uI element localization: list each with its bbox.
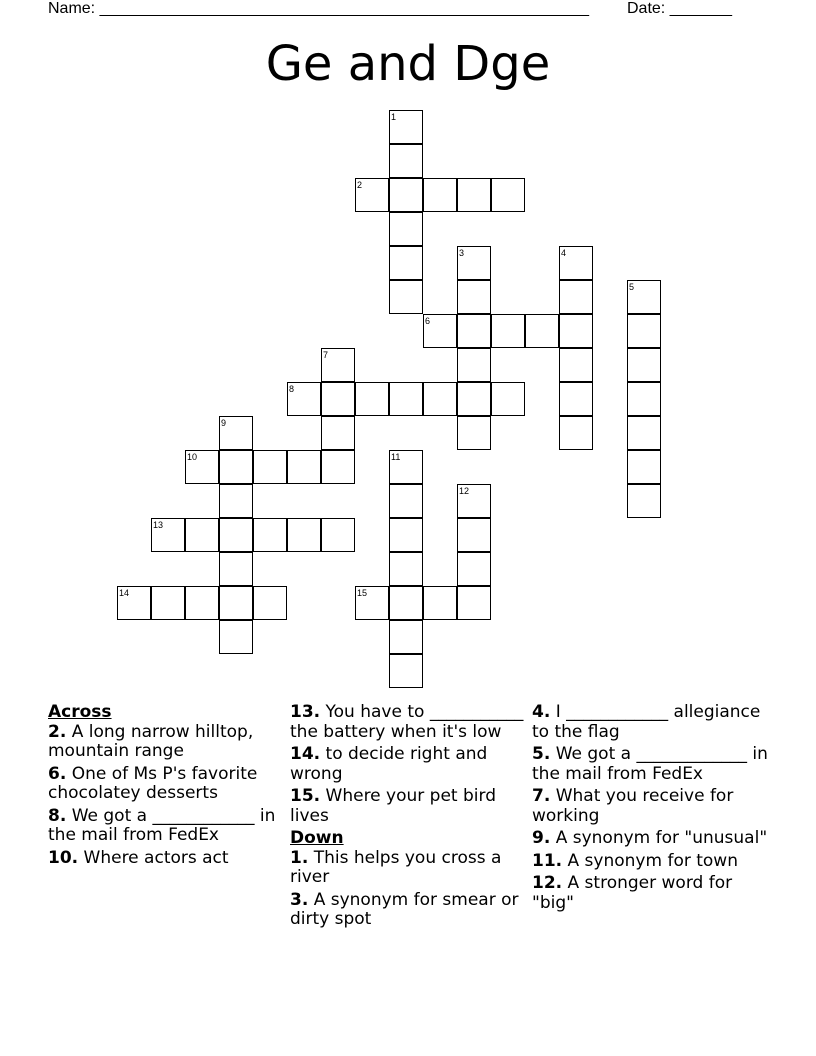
crossword-cell[interactable] [627,382,661,416]
clue-text: Where your pet bird lives [290,786,496,826]
crossword-cell[interactable] [491,178,525,212]
crossword-cell[interactable] [457,246,491,280]
crossword-cell[interactable] [389,586,423,620]
cell-number: 3 [459,248,465,258]
clue-item [290,849,526,888]
clue-number: 12. [532,873,563,893]
cell-number: 1 [391,112,397,122]
crossword-cell[interactable] [219,450,253,484]
crossword-cell[interactable] [389,654,423,688]
clue-item [290,745,526,784]
clue-text: This helps you cross a river [290,847,502,887]
crossword-cell[interactable] [219,518,253,552]
crossword-cell[interactable] [355,178,389,212]
clue-text: What you receive for working [532,786,734,826]
crossword-cell[interactable] [253,586,287,620]
clue-number: 3. [290,889,309,910]
clue-text: A synonym for smear or dirty spot [290,889,519,929]
clue-item [290,891,526,930]
crossword-cell[interactable] [457,382,491,416]
crossword-cell[interactable] [321,518,355,552]
crossword-cell[interactable] [389,246,423,280]
crossword-cell[interactable] [389,212,423,246]
crossword-cell[interactable] [287,450,321,484]
clue-number: 14. [290,744,321,764]
crossword-cell[interactable] [627,348,661,382]
crossword-cell[interactable] [559,246,593,280]
cell-number: 13 [153,520,164,530]
cell-number: 6 [425,316,431,326]
crossword-cell[interactable] [627,450,661,484]
crossword-cell[interactable] [253,450,287,484]
cell-number: 4 [561,248,567,258]
crossword-cell[interactable] [627,314,661,348]
crossword-cell[interactable] [457,416,491,450]
crossword-cell[interactable] [559,314,593,348]
crossword-cell[interactable] [423,382,457,416]
clue-text: I ____________ allegiance to the flag [532,702,761,742]
crossword-cell[interactable] [389,382,423,416]
cell-number: 5 [629,282,635,292]
clue-text: We got a _____________ in the mail from FedEx [532,744,768,784]
crossword-cell[interactable] [457,280,491,314]
crossword-cell[interactable] [219,586,253,620]
crossword-cell[interactable] [355,382,389,416]
crossword-cell[interactable] [389,620,423,654]
crossword-cell[interactable] [389,552,423,586]
clue-item [290,703,526,742]
crossword-cell[interactable] [219,620,253,654]
crossword-cell[interactable] [321,416,355,450]
crossword-cell[interactable] [185,586,219,620]
crossword-cell[interactable] [423,314,457,348]
clue-number: 15. [290,786,321,806]
clue-item [48,723,284,762]
clue-text: A synonym for town [562,850,738,871]
clue-column-3 [532,703,768,916]
crossword-cell[interactable] [491,314,525,348]
crossword-cell[interactable] [287,382,321,416]
crossword-cell[interactable] [457,314,491,348]
clue-number: 7. [532,786,551,806]
across-heading: Across [48,702,112,722]
crossword-cell[interactable] [185,518,219,552]
clue-number: 9. [532,828,551,848]
clue-number: 11. [532,850,563,871]
clue-item [532,829,768,849]
crossword-cell[interactable] [457,586,491,620]
clue-text: Where actors act [78,847,229,868]
crossword-cell[interactable] [355,586,389,620]
crossword-cell[interactable] [321,348,355,382]
down-heading: Down [290,828,344,848]
cell-number: 2 [357,180,363,190]
clue-text: You have to ___________ the battery when it's low [290,702,524,742]
crossword-cell[interactable] [457,552,491,586]
cell-number: 9 [221,418,227,428]
cell-number: 15 [357,588,368,598]
crossword-cell[interactable] [525,314,559,348]
crossword-cell[interactable] [389,484,423,518]
cell-number: 8 [289,384,295,394]
crossword-cell[interactable] [457,178,491,212]
clue-number: 8. [48,805,67,826]
clue-column-2 [290,703,526,933]
clue-number: 6. [48,763,67,784]
crossword-cell[interactable] [457,348,491,382]
clue-number: 1. [290,847,309,868]
crossword-cell[interactable] [627,280,661,314]
crossword-cell[interactable] [117,586,151,620]
clue-text: We got a ____________ in the mail from FedEx [48,805,276,845]
clue-number: 5. [532,744,551,764]
cell-number: 12 [459,486,470,496]
clue-number: 2. [48,721,67,742]
crossword-cell[interactable] [389,110,423,144]
crossword-cell[interactable] [627,484,661,518]
crossword-cell[interactable] [559,348,593,382]
puzzle-title: Ge and Dge [265,36,551,92]
clue-item [532,745,768,784]
clue-number: 10. [48,847,79,868]
clue-item [532,852,768,872]
clue-number: 13. [290,702,321,722]
crossword-cell[interactable] [389,178,423,212]
clue-text: A long narrow hilltop, mountain range [48,721,254,761]
clue-item [532,787,768,826]
clue-text: A synonym for "unusual" [550,828,768,848]
crossword-cell[interactable] [559,280,593,314]
crossword-cell[interactable] [151,586,185,620]
crossword-cell[interactable] [457,484,491,518]
crossword-cell[interactable] [491,382,525,416]
clue-item [532,874,768,913]
clue-item [48,807,284,846]
crossword-cell[interactable] [423,178,457,212]
cell-number: 10 [187,452,198,462]
crossword-cell[interactable] [219,416,253,450]
crossword-cell[interactable] [389,144,423,178]
crossword-cell[interactable] [559,416,593,450]
clue-item [532,703,768,742]
clue-column-1 [48,703,284,871]
crossword-cell[interactable] [219,552,253,586]
crossword-cell[interactable] [185,450,219,484]
clue-item [48,765,284,804]
crossword-cell[interactable] [457,518,491,552]
clue-number: 4. [532,702,551,722]
crossword-cell[interactable] [389,280,423,314]
clue-text: One of Ms P's favorite chocolatey desserts [48,763,258,803]
crossword-cell[interactable] [627,416,661,450]
clue-item [290,787,526,826]
clue-item [48,849,284,869]
crossword-cell[interactable] [559,382,593,416]
crossword-cell[interactable] [423,586,457,620]
cell-number: 14 [119,588,130,598]
crossword-cell[interactable] [321,450,355,484]
clue-text: to decide right and wrong [290,744,488,784]
clue-text: A stronger word for "big" [532,873,733,913]
cell-number: 11 [391,452,401,462]
date-field-label: Date: _______ [627,0,732,17]
crossword-cell[interactable] [287,518,321,552]
crossword-cell[interactable] [389,518,423,552]
crossword-cell[interactable] [389,450,423,484]
crossword-cell[interactable] [321,382,355,416]
cell-number: 7 [323,350,329,360]
crossword-cell[interactable] [253,518,287,552]
crossword-cell[interactable] [219,484,253,518]
crossword-cell[interactable] [151,518,185,552]
name-field-label: Name: _______________________________________________________ [48,0,589,17]
